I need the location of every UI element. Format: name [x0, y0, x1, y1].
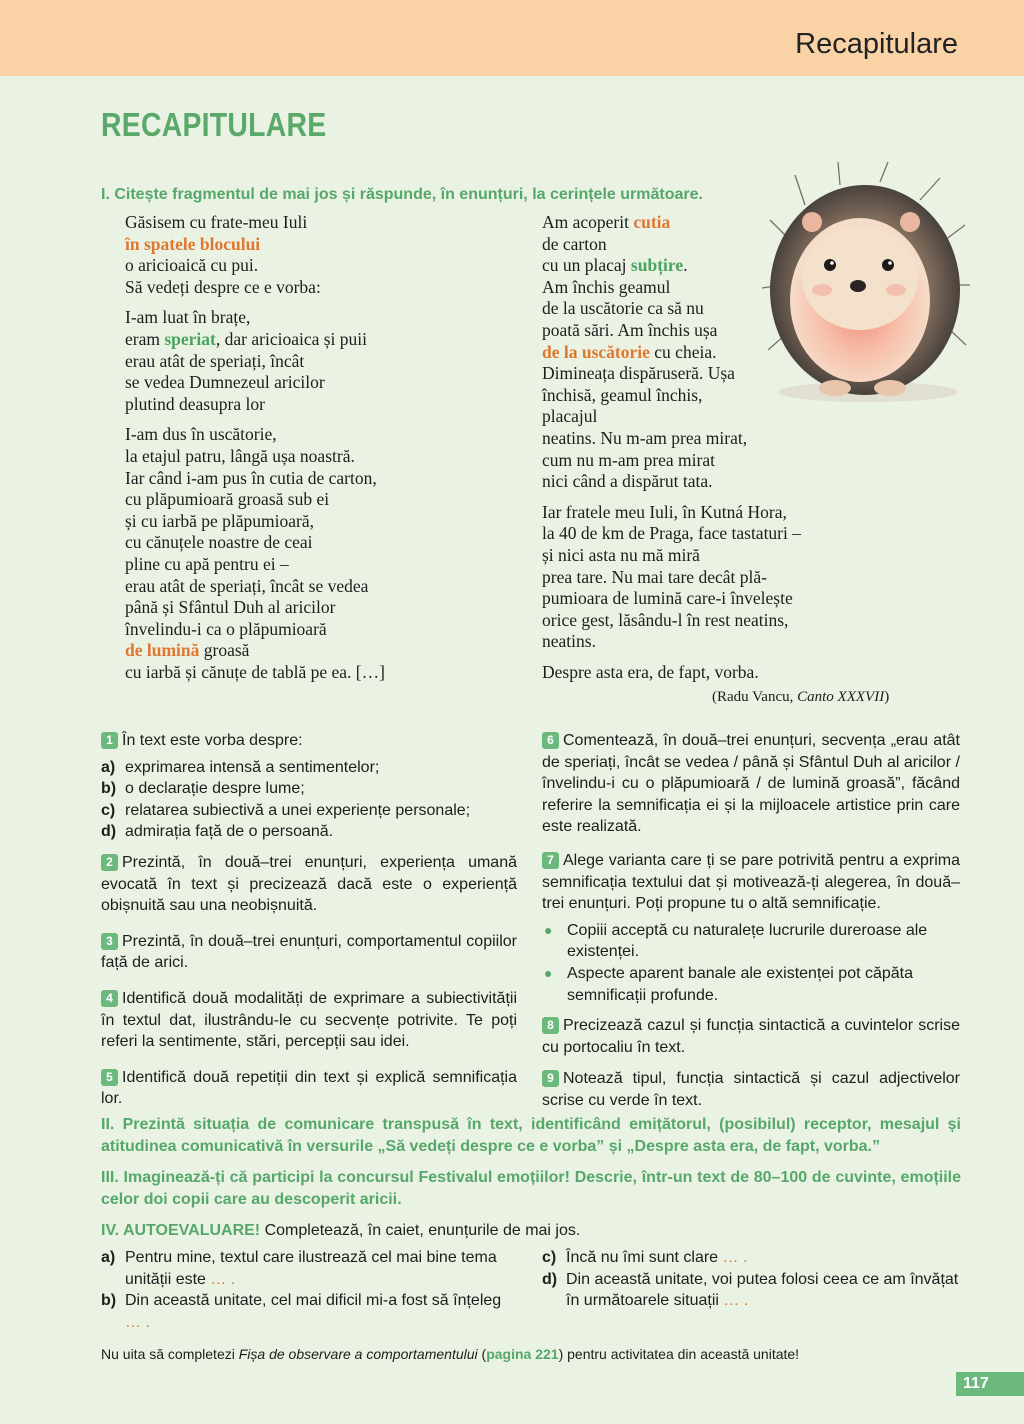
section-2: II. Prezintă situația de comunicare transpusă în text, identificând emițătorul, (posibilul) receptor, mesajul și atitudinea comunicativă în versurile „Să vedeți despre ce e vorba” și „Despre asta era, de fapt, vorba.” — [101, 1116, 961, 1155]
page-reference-link[interactable]: pagina 221 — [486, 1346, 559, 1362]
poem-line: neatins. Nu m-am prea mirat, — [542, 427, 748, 448]
poem-line: cu plăpumioară groasă sub ei — [125, 489, 330, 510]
poem-line: de lumină groasă — [125, 640, 250, 661]
poem-line: de carton — [542, 233, 607, 254]
orange-highlight-word: de la uscătorie — [542, 341, 650, 362]
page-number: 117 — [956, 1372, 1024, 1396]
answer-option: b) o declarație despre lume; — [101, 780, 305, 798]
poem-line: învelindu-i ca o plăpumioară — [125, 618, 327, 639]
question-1: 1 În text este vorba despre: a) exprimarea intensă a sentimentelor; b) o declarație despre lume; c) relatarea subiectivă a unei experiențe personale; d) admirația față de o persoană. — [101, 730, 517, 843]
evaluation-item-a: a) Pentru mine, textul care ilustrează cel mai bine tema unității este … . — [101, 1249, 497, 1288]
poem-line: cu un placaj subțire. — [542, 255, 688, 276]
section-1-title: I. Citește fragmentul de mai jos și răspunde, în enunțuri, la cerințele următoare. — [101, 186, 703, 203]
orange-highlight-word: de lumină — [125, 640, 200, 661]
green-highlight-word: speriat — [164, 328, 216, 349]
poem-line: cu cănuțele noastre de ceai — [125, 532, 313, 553]
question-number-badge: 3 — [101, 933, 118, 950]
question-6: 6 Comentează, în două–trei enunțuri, secvența „erau atât de speriați, încât se vedea / până și Sfântul Duh al aricilor / învelindu-i cu o plăpumioară / de lumină groasă”, făcând referire la semnificația ei și la mijloacele artistice prin care este realizată. — [542, 732, 960, 836]
question-number-badge: 4 — [101, 990, 118, 1007]
reminder-note: Nu uita să completezi Fișa de observare a comportamentului (pagina 221) pentru activitatea din această unitate! — [101, 1346, 800, 1362]
evaluation-item-b: b) Din această unitate, cel mai dificil mi-a fost să înțeleg … . — [101, 1292, 502, 1331]
question-number-badge: 8 — [542, 1017, 559, 1034]
poem-line: Iar fratele meu Iuli, în Kutná Hora, — [542, 501, 787, 522]
poem-line: pline cu apă pentru ei – — [125, 553, 289, 574]
answer-option: a) exprimarea intensă a sentimentelor; — [101, 758, 380, 776]
question-9: 9 Notează tipul, funcția sintactică și cazul adjectivelor scrise cu verde în text. — [542, 1070, 960, 1109]
poem-line: poată sări. Am închis ușa — [542, 319, 718, 340]
poem-line: cu iarbă și cănuțe de tablă pe ea. […] — [125, 661, 385, 682]
question-7: 7 Alege varianta care ți se pare potrivită pentru a exprima semnificația textului dat și motivează-ți alegerea, în două–trei enunțuri. Poți propune tu o altă semnificație. ● Copiii acceptă cu naturalețe lucrurile dureroase ale existenței. ● Aspecte aparent banale ale existenței pot căpăta semnificații profunde. — [542, 850, 960, 1006]
hedgehog-illustration — [760, 160, 970, 410]
poem-line: Despre asta era, de fapt, vorba. — [542, 661, 759, 682]
poem-line: Am închis geamul — [542, 276, 671, 297]
poem-line — [125, 234, 385, 256]
poem-line: erau atât de speriați, încât — [125, 350, 305, 371]
bullet-option: ● Aspecte aparent banale ale existenței pot căpăta semnificații profunde. — [542, 963, 960, 1006]
question-5: 5 Identifică două repetiții din text și explică semnificația lor. — [101, 1068, 517, 1108]
evaluation-left — [101, 1247, 517, 1333]
poem-line: Să vedeți despre ce e vorba: — [125, 276, 321, 297]
poem-line: I-am luat în brațe, — [125, 307, 251, 328]
poem-line: la etajul patru, lângă ușa noastră. — [125, 445, 355, 466]
poem-line: Dimineața dispăruseră. Ușa — [542, 363, 735, 384]
question-number-badge: 6 — [542, 732, 559, 749]
question-3: 3 Prezintă, în două–trei enunțuri, comportamentul copiilor față de arici. — [101, 932, 517, 972]
section-4: IV. AUTOEVALUARE! Completează, în caiet, enunțurile de mai jos. — [101, 1222, 581, 1239]
poem-line: I-am dus în uscătorie, — [125, 424, 277, 445]
poem-line: orice gest, lăsându-l în rest neatins, — [542, 609, 789, 630]
poem-line: Iar când i-am pus în cutia de carton, — [125, 467, 377, 488]
stanza-break — [542, 493, 801, 502]
poem-attribution: (Radu Vancu, Canto XXXVII) — [712, 689, 890, 705]
bullet-icon: ● — [544, 964, 553, 981]
poem-line: erau atât de speriați, încât se vedea — [125, 575, 369, 596]
orange-highlight-word: cutia — [633, 212, 671, 232]
stanza-break — [125, 415, 385, 424]
green-highlight-word: subțire — [630, 255, 684, 276]
header-title: Recapitulare — [795, 28, 958, 60]
question-2: 2 Prezintă, în două–trei enunțuri, experiența umană evocată în text și precizează dacă este o experiență obișnuită sau una neobișnuită. — [101, 853, 517, 915]
poem-line: de la uscătorie cu cheia. — [542, 341, 717, 362]
poem-line: închisă, geamul închis, — [542, 384, 703, 405]
questions-right — [542, 730, 960, 1121]
question-number-badge: 2 — [101, 854, 118, 871]
page-header — [0, 0, 1024, 76]
question-8: 8 Precizează cazul și funcția sintactică a cuvintelor scrise cu portocaliu în text. — [542, 1017, 960, 1056]
evaluation-right — [542, 1247, 960, 1312]
poem-line: eram speriat, dar aricioaica și puii — [125, 328, 368, 349]
poem-line: pumioara de lumină care-i învelește — [542, 588, 793, 609]
section-3: III. Imaginează-ți că participi la concursul Festivalul emoțiilor! Descrie, într-un text de 80–100 de cuvinte, emoțiile celor doi copii care au descoperit aricii. — [101, 1169, 961, 1208]
bullet-option: ● Copiii acceptă cu naturalețe lucrurile dureroase ale existenței. — [542, 920, 960, 963]
stanza-break — [542, 653, 801, 662]
poem-line: prea tare. Nu mai tare decât plă- — [542, 566, 767, 587]
questions-left — [101, 730, 517, 1119]
page-title: RECAPITULARE — [101, 106, 327, 143]
answer-option: c) relatarea subiectivă a unei experiențe personale; — [101, 801, 471, 819]
answer-option: d) admirația față de o persoană. — [101, 823, 334, 841]
orange-highlight-word: în spatele blocului — [125, 233, 261, 254]
poem-line: de la uscătorie ca să nu — [542, 298, 704, 319]
poem-line: placajul — [542, 406, 598, 427]
poem-line: se vedea Dumnezeul aricilor — [125, 372, 325, 393]
poem-line: Am acoperit cutia — [542, 212, 671, 232]
evaluation-item-d: d) Din această unitate, voi putea folosi ceea ce am învățat în următoarele situații … . — [542, 1270, 959, 1310]
question-number-badge: 7 — [542, 852, 559, 869]
poem-line: cum nu m-am prea mirat — [542, 449, 715, 470]
question-number-badge: 1 — [101, 732, 118, 749]
poem-line: o aricioaică cu pui. — [125, 255, 259, 276]
bullet-icon: ● — [544, 921, 553, 938]
poem-line: la 40 de km de Praga, face tastaturi – — [542, 523, 801, 544]
poem-line: și cu iarbă pe plăpumioară, — [125, 510, 315, 531]
work-title: Canto XXXVII — [797, 689, 885, 705]
evaluation-item-c: c) Încă nu îmi sunt clare … . — [542, 1249, 748, 1266]
poem-line: nici când a dispărut tata. — [542, 471, 713, 492]
poem-left-column — [125, 212, 385, 683]
poem-line: neatins. — [542, 631, 596, 652]
question-number-badge: 9 — [542, 1070, 559, 1087]
poem-line: și nici asta nu mă miră — [542, 544, 700, 565]
question-number-badge: 5 — [101, 1069, 118, 1086]
poem-line: Găsisem cu frate-meu Iuli — [125, 212, 308, 232]
question-4: 4 Identifică două modalități de exprimare a subiectivității în textul dat, ilustrându-le cu secvențe potrivite. Te poți referi la sentimente, stări, percepții sau idei. — [101, 989, 517, 1051]
stanza-break — [125, 298, 385, 307]
poem-line: până și Sfântul Duh al aricilor — [125, 597, 336, 618]
poem-line: plutind deasupra lor — [125, 393, 265, 414]
